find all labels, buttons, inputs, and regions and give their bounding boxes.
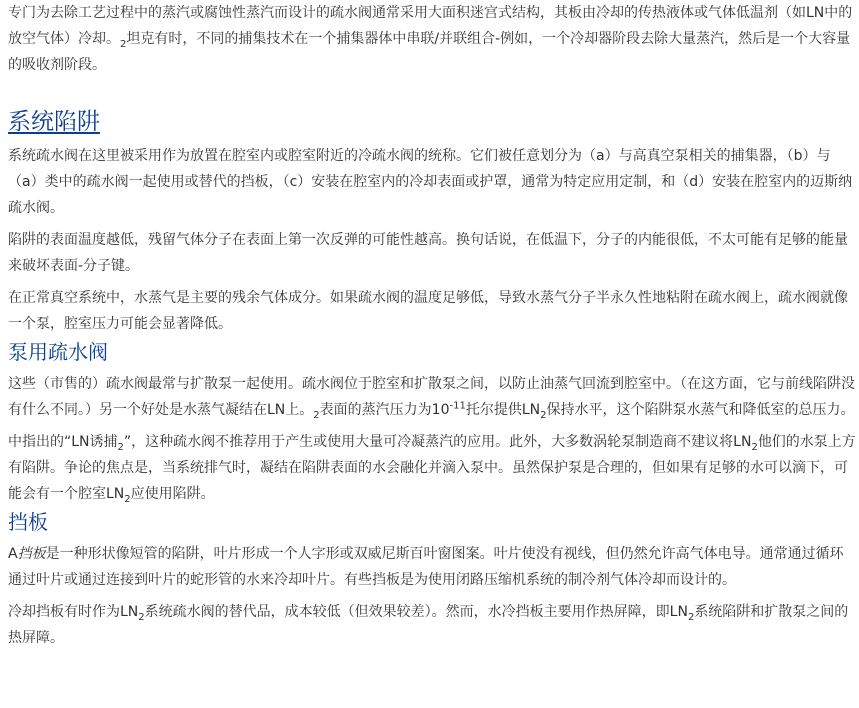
pump-paragraph-2: 中指出的“LN诱捕$_2$”，这种疏水阀不推荐用于产生或使用大量可冷凝蒸汽的应用。此外，大多数涡轮泵制造商不建议将$LN_2$他们的水泵上方有陷阱。争论的焦点是，当系统排气时，凝结在陷阱表面的水会融化并滴入泵中。虽然保护泵是合理的，但如果有足够的水可以滴下，可能会有一个腔室$LN_2$应使用陷阱。 — [8, 434, 856, 505]
baffle-paragraph-1: A挡板是一种形状像短管的陷阱，叶片形成一个人字形或双威尼斯百叶窗图案。叶片使没有视线，但仍然允许高气体电导。通常通过循环通过叶片或通过连接到叶片的蛇形管的水来冷却叶片。有些挡板是为使用闭路压缩机系统的制冷剂气体冷却而设计的。 — [8, 546, 844, 588]
heading-system-traps: 系统陷阱 — [8, 109, 100, 135]
heading-baffles: 挡板 — [8, 510, 48, 534]
traps-paragraph-1: 系统疏水阀在这里被采用作为放置在腔室内或腔室附近的冷疏水阀的统称。它们被任意划分为（a）与高真空泵相关的捕集器，（b）与（a）类中的疏水阀一起使用或替代的挡板，（c）安装在腔室内的冷却表面或护罩，通常为特定应用定制，和（d）安装在腔室内的迈斯纳疏水阀。 — [8, 148, 853, 216]
heading-pump-traps: 泵用疏水阀 — [8, 340, 108, 364]
baffle-paragraph-2: 冷却挡板有时作为$LN_2$系统疏水阀的替代品，成本较低（但效果较差）。然而，水冷挡板主要用作热屏障，即$LN_2$系统陷阱和扩散泵之间的热屏障。 — [8, 604, 849, 646]
traps-paragraph-3: 在正常真空系统中，水蒸气是主要的残余气体成分。如果疏水阀的温度足够低，导致水蒸气分子半永久性地粘附在疏水阀上，疏水阀就像一个泵，腔室压力可能会显著降低。 — [8, 290, 848, 332]
pump-paragraph-1: 这些（市售的）疏水阀最常与扩散泵一起使用。疏水阀位于腔室和扩散泵之间，以防止油蒸气回流到腔室中。（在这方面，它与前线陷阱没有什么不同。）另一个好处是水蒸气凝结在LN上。$_2$表面的蒸汽压力为$10^{-11}$托尔提供$LN_2$保持水平，这个陷阱泵水蒸气和降低室的总压力。 — [8, 376, 855, 421]
traps-paragraph-2: 陷阱的表面温度越低，残留气体分子在表面上第一次反弹的可能性越高。换句话说，在低温下，分子的内能很低，不太可能有足够的能量来破坏表面-分子键。 — [8, 232, 848, 274]
intro-paragraph: 专门为去除工艺过程中的蒸汽或腐蚀性蒸汽而设计的疏水阀通常采用大面积迷宫式结构，其板由冷却的传热液体或气体低温剂（如LN中的放空气体）冷却。$_2$坦克有时，不同的捕集技术在一个捕集器体中串联/并联组合-例如，一个冷却器阶段去除大量蒸汽，然后是一个大容量的吸收剂阶段。 — [8, 5, 853, 73]
article-body — [8, 0, 857, 651]
